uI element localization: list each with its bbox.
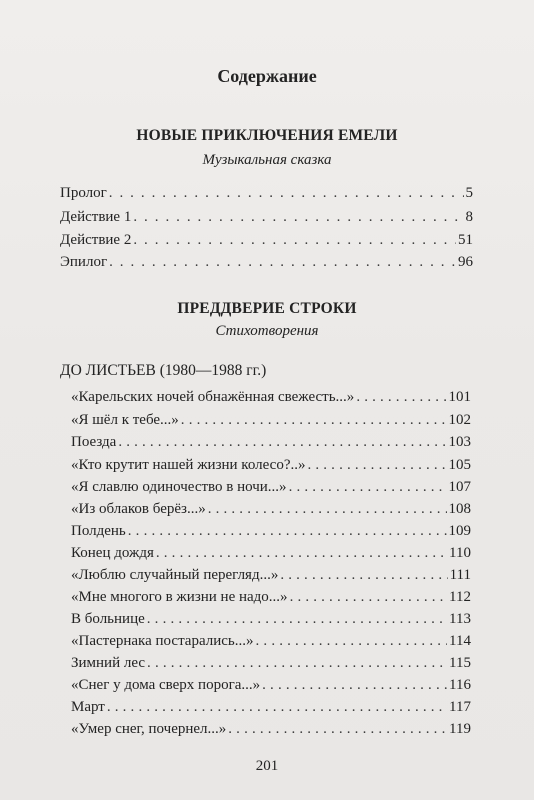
toc-entry-label: Эпилог bbox=[60, 254, 108, 270]
toc-entry-page: 110 bbox=[449, 545, 471, 561]
dot-leader bbox=[208, 499, 447, 519]
toc-entry-page: 117 bbox=[449, 699, 471, 715]
toc-entry[interactable] bbox=[71, 543, 471, 563]
toc-entry-label: «Кто крутит нашей жизни колесо?..» bbox=[71, 457, 306, 473]
toc-entry[interactable] bbox=[60, 207, 473, 227]
toc-entry-page: 103 bbox=[448, 434, 471, 450]
toc-entry-label: «Я славлю одиночество в ночи...» bbox=[71, 479, 287, 495]
toc-entry-label: «Из облаков берёз...» bbox=[71, 501, 206, 517]
dot-leader bbox=[290, 587, 447, 607]
toc-entry-page: 112 bbox=[449, 589, 471, 605]
section-title-do-listev: ДО ЛИСТЬЕВ (1980—1988 гг.) bbox=[60, 362, 267, 379]
toc-entry-label: «Умер снег, почернел...» bbox=[71, 721, 227, 737]
toc-entry-page: 5 bbox=[465, 185, 473, 201]
toc-entry[interactable] bbox=[71, 675, 471, 695]
dot-leader bbox=[118, 432, 446, 452]
toc-entry[interactable] bbox=[71, 587, 471, 607]
toc-entry[interactable] bbox=[71, 697, 471, 717]
toc-entry-page: 107 bbox=[448, 479, 471, 495]
dot-leader bbox=[147, 609, 447, 629]
toc-entry[interactable] bbox=[71, 410, 471, 430]
section-subtitle-muzykalnaya-skazka: Музыкальная сказка bbox=[202, 152, 332, 168]
dot-leader bbox=[133, 207, 463, 227]
toc-entry-label: Зимний лес bbox=[71, 655, 146, 671]
dot-leader bbox=[356, 387, 446, 407]
dot-leader bbox=[256, 631, 448, 651]
dot-leader bbox=[307, 455, 446, 475]
toc-entry-label: «Я шёл к тебе...» bbox=[71, 412, 179, 428]
toc-entry[interactable] bbox=[71, 565, 471, 585]
toc-entry[interactable] bbox=[71, 719, 471, 739]
section-subtitle-stikhotvoreniya: Стихотворения bbox=[215, 323, 319, 339]
dot-leader bbox=[147, 653, 447, 673]
dot-leader bbox=[181, 410, 447, 430]
section-title-preddverie-stroki: ПРЕДДВЕРИЕ СТРОКИ bbox=[177, 300, 357, 317]
toc-entry-page: 114 bbox=[449, 633, 471, 649]
toc-entry-page: 8 bbox=[465, 209, 473, 225]
toc-entry-page: 105 bbox=[448, 457, 471, 473]
toc-entry-page: 96 bbox=[458, 254, 473, 270]
toc-entry-page: 108 bbox=[448, 501, 471, 517]
dot-leader bbox=[109, 183, 464, 203]
toc-entry-label: «Карельских ночей обнажённая свежесть...» bbox=[71, 389, 355, 405]
dot-leader bbox=[109, 252, 456, 272]
toc-entry-page: 119 bbox=[449, 721, 471, 737]
toc-entry-label: Поезда bbox=[71, 434, 117, 450]
toc-entry-label: «Пастернака постарались...» bbox=[71, 633, 254, 649]
toc-entry-page: 115 bbox=[449, 655, 471, 671]
toc-entry-page: 116 bbox=[449, 677, 471, 693]
toc-entry-label: «Снег у дома сверх порога...» bbox=[71, 677, 261, 693]
toc-entry-label: Март bbox=[71, 699, 105, 715]
dot-leader bbox=[107, 697, 447, 717]
toc-entry[interactable] bbox=[71, 499, 471, 519]
dot-leader bbox=[156, 543, 447, 563]
toc-entry[interactable] bbox=[60, 183, 473, 203]
toc-entry[interactable] bbox=[71, 477, 471, 497]
toc-entry[interactable] bbox=[71, 387, 471, 407]
toc-entry-page: 51 bbox=[458, 232, 473, 248]
toc-entry-label: Действие 2 bbox=[60, 232, 132, 248]
toc-entry[interactable] bbox=[71, 432, 471, 452]
toc-entry-page: 101 bbox=[448, 389, 471, 405]
dot-leader bbox=[128, 521, 447, 541]
toc-entry[interactable] bbox=[71, 455, 471, 475]
dot-leader bbox=[289, 477, 447, 497]
toc-entry-page: 102 bbox=[448, 412, 471, 428]
toc-entry[interactable] bbox=[71, 631, 471, 651]
page-number: 201 bbox=[255, 758, 279, 774]
section-title-novye-priklyucheniya: НОВЫЕ ПРИКЛЮЧЕНИЯ ЕМЕЛИ bbox=[136, 127, 398, 144]
toc-entry-label: «Люблю случайный перегляд...» bbox=[71, 567, 279, 583]
toc-entry[interactable] bbox=[71, 609, 471, 629]
toc-entry-page: 109 bbox=[448, 523, 471, 539]
toc-entry-label: «Мне многого в жизни не надо...» bbox=[71, 589, 288, 605]
dot-leader bbox=[228, 719, 447, 739]
toc-entry-label: Полдень bbox=[71, 523, 126, 539]
toc-entry[interactable] bbox=[71, 521, 471, 541]
toc-entry-label: Действие 1 bbox=[60, 209, 132, 225]
page-title: Содержание bbox=[217, 66, 317, 86]
toc-entry-label: Пролог bbox=[60, 185, 107, 201]
dot-leader bbox=[133, 230, 456, 250]
toc-entry-label: Конец дождя bbox=[71, 545, 154, 561]
toc-entry[interactable] bbox=[60, 252, 473, 272]
dot-leader bbox=[280, 565, 447, 585]
toc-entry[interactable] bbox=[71, 653, 471, 673]
toc-entry-page: 113 bbox=[449, 611, 471, 627]
toc-entry[interactable] bbox=[60, 230, 473, 250]
toc-entry-page: 111 bbox=[449, 567, 471, 583]
toc-entry-label: В больнице bbox=[71, 611, 145, 627]
dot-leader bbox=[262, 675, 447, 695]
